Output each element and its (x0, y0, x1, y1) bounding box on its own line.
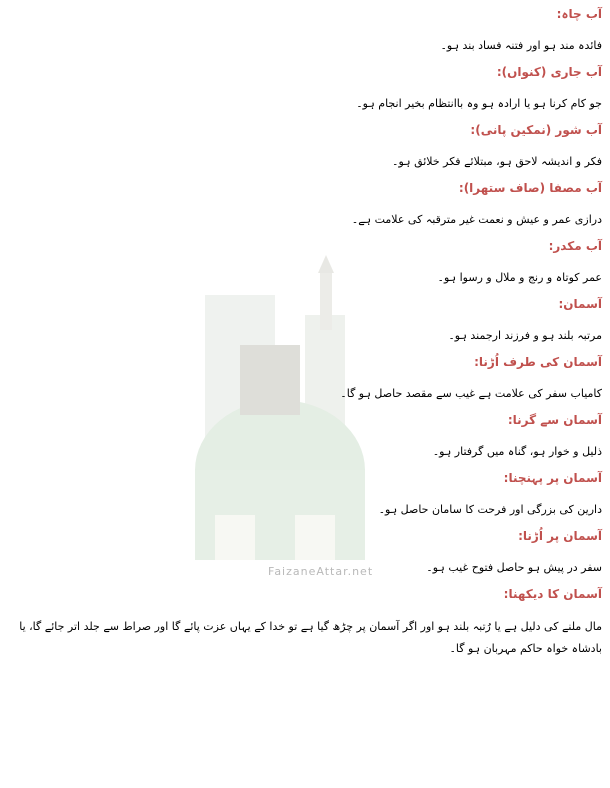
entry-meaning: جو کام کرنا ہو یا ارادہ ہو وہ باانتظام بخیر انجام ہو۔ (356, 97, 602, 110)
entry-title: آسمان کا دیکھنا: (503, 587, 602, 601)
entry-title: آسمان پر اُڑنا: (518, 529, 602, 543)
entry-title: آسمان کی طرف اُڑنا: (474, 355, 602, 369)
entry-title: آب مصفا (صاف ستھرا): (458, 181, 602, 195)
dream-dictionary-list (8, 4, 602, 666)
entry-title: آسمان سے گرنا: (507, 413, 602, 427)
entry-meaning: فائدہ مند ہو اور فتنہ فساد بند ہو۔ (440, 39, 602, 52)
entry-meaning: دارین کی بزرگی اور فرحت کا سامان حاصل ہو۔ (378, 503, 602, 516)
entry-title: آسمان پر پہنچنا: (503, 471, 602, 485)
entry (8, 468, 602, 520)
entry-title: آب شور (نمکین پانی): (470, 123, 602, 137)
entry-meaning: فکر و اندیشہ لاحق ہو، مبتلائے فکر خلائق ہو۔ (392, 155, 602, 168)
entry-title: آب چاہ: (556, 7, 602, 21)
entry-title: آب مکدر: (548, 239, 602, 253)
entry (8, 4, 602, 56)
entry (8, 178, 602, 230)
entry-meaning: ذلیل و خوار ہو، گناہ میں گرفتار ہو۔ (432, 445, 602, 458)
entry-meaning: کامیاب سفر کی علامت ہے غیب سے مقصد حاصل ہو گا۔ (340, 387, 602, 400)
entry (8, 526, 602, 578)
entry (8, 236, 602, 288)
entry-title: آسمان: (558, 297, 602, 311)
entry (8, 410, 602, 462)
entry (8, 62, 602, 114)
entry (8, 120, 602, 172)
entry-meaning: مرتبہ بلند ہو و فرزند ارجمند ہو۔ (448, 329, 602, 342)
entry (8, 294, 602, 346)
entry-meaning: عمر کوتاہ و رنج و ملال و رسوا ہو۔ (437, 271, 602, 284)
entry-meaning: مال ملنے کی دلیل ہے یا رُتبہ بلند ہو اور اگر آسمان پر چڑھ گیا ہے تو خدا کے یہاں عزت پائے گا اور صراط سے جلد اتر جائے گا، یا بادشاہ خواہ حاکم مہربان ہو گا۔ (19, 620, 602, 655)
entry (8, 584, 602, 660)
watermark-text: FaizaneAttar.net (268, 565, 374, 578)
entry-meaning: درازی عمر و عیش و نعمت غیر مترقبہ کی علامت ہے۔ (351, 213, 602, 226)
entry-meaning: سفر در پیش ہو حاصل فتوح غیب ہو۔ (426, 561, 602, 574)
entry-title: آب جاری (کنواں): (496, 65, 602, 79)
entry (8, 352, 602, 404)
